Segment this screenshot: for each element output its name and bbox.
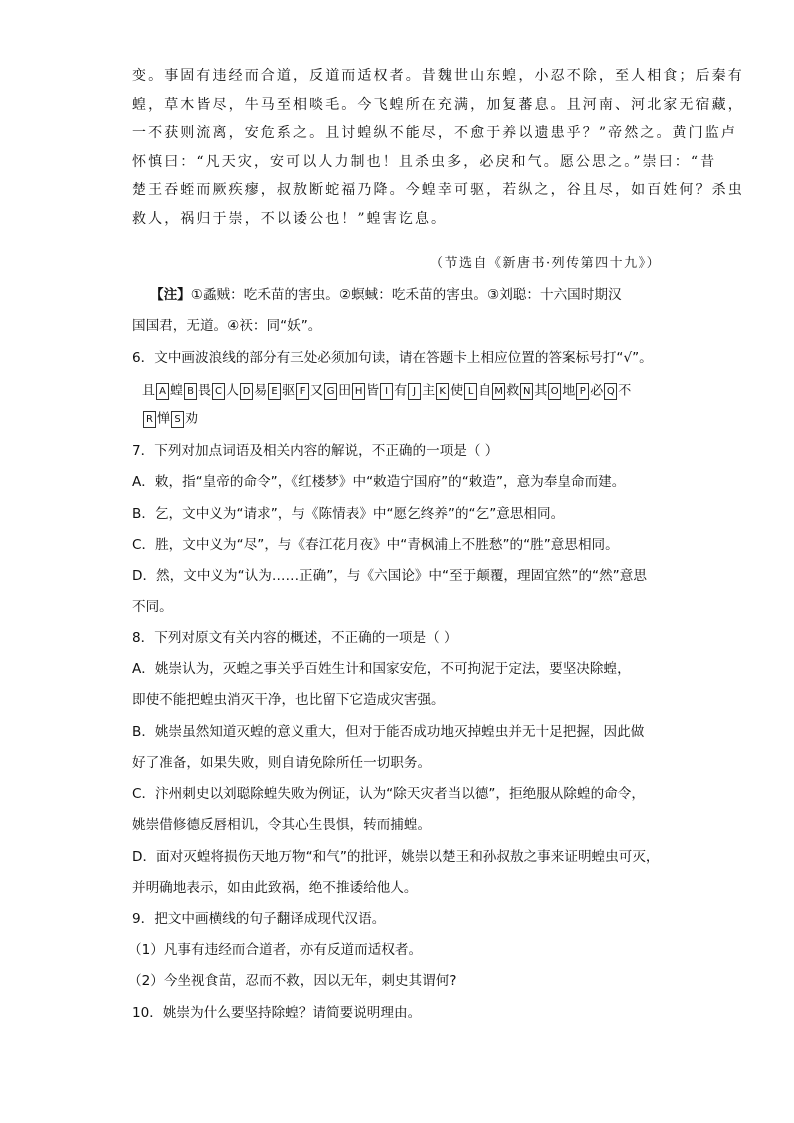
question-8-option-b[interactable]: B．姚崇虽然知道灭蝗的意义重大，但对于能否成功地灭掉蝗虫并无十足把握，因此做 (132, 724, 645, 740)
punctuation-segment (310, 384, 338, 399)
punctuation-row-2 (142, 408, 198, 430)
answer-choice-box[interactable]: O (548, 383, 561, 400)
source-character: 主 (422, 383, 436, 398)
punctuation-segment (142, 384, 170, 399)
punctuation-segment (618, 384, 631, 399)
answer-choice-box[interactable]: A (156, 383, 169, 400)
answer-choice-box[interactable]: R (143, 411, 156, 428)
punctuation-segment (366, 384, 394, 399)
question-8-option-d[interactable]: D．面对灭蝗将损伤天地万物“和气”的批评，姚崇以楚王和孙叔敖之事来证明蝗虫可灭， (132, 849, 660, 865)
punctuation-segment (506, 384, 534, 399)
passage (132, 62, 744, 233)
question-8-option-a[interactable]: A．姚崇认为，灭蝗之事关乎百姓生计和国家安危，不可拘泥于定法，要坚决除蝗， (132, 661, 631, 677)
answer-choice-box[interactable]: F (296, 383, 309, 400)
source-character: 惮 (157, 411, 171, 426)
punctuation-row-1 (142, 380, 631, 402)
answer-choice-box[interactable]: I (380, 383, 393, 400)
passage-line: 变。事固有违经而合道，反道而适权者。昔魏世山东蝗，小忍不除，至人相食；后秦有 (132, 68, 744, 84)
passage-line: 一不获则流离，安危系之。且讨蝗纵不能尽，不愈于养以遗患乎？”帝然之。黄门监卢 (132, 125, 737, 141)
question-7-option-c[interactable]: C．胜，文中义为“尽”，与《春江花月夜》中“青枫浦上不胜愁”的“胜”意思相同。 (132, 537, 619, 553)
answer-choice-box[interactable]: M (492, 383, 505, 400)
question-8-option-a-cont: 即使不能把蝗虫消灭干净，也比留下它造成灾害强。 (132, 692, 445, 708)
source-character: 畏 (198, 383, 212, 398)
punctuation-segment (590, 384, 618, 399)
source-character: 易 (254, 383, 268, 398)
source-character: 田 (338, 383, 352, 398)
punctuation-segment (422, 384, 450, 399)
answer-choice-box[interactable]: N (520, 383, 533, 400)
answer-choice-box[interactable]: K (436, 383, 449, 400)
source-character: 且 (142, 383, 156, 398)
source-character: 有 (394, 383, 408, 398)
punctuation-segment (157, 412, 185, 427)
source-character: 劝 (185, 411, 199, 426)
punctuation-segment (185, 412, 198, 427)
source-citation: （节选自《新唐书·列传第四十九》） (430, 256, 662, 271)
notes-label: 【注】 (150, 287, 191, 303)
answer-choice-box[interactable]: E (268, 383, 281, 400)
question-8-option-c[interactable]: C．汴州刺史以刘聪除蝗失败为例证，认为“除天灾者当以德”，拒绝服从除蝗的命令， (132, 786, 645, 802)
source-character: 地 (562, 383, 576, 398)
question-10-stem: 10．姚崇为什么要坚持除蝗？请简要说明理由。 (132, 1005, 422, 1021)
punctuation-segment (394, 384, 422, 399)
question-8-option-d-cont: 并明确地表示，如由此致祸，绝不推诿给他人。 (132, 880, 418, 896)
notes (150, 284, 622, 306)
answer-choice-box[interactable]: J (408, 383, 421, 400)
punctuation-segment (170, 384, 198, 399)
notes-text: ①蟊贼：吃禾苗的害虫。②螟蜮：吃禾苗的害虫。③刘聪：十六国时期汉 (190, 287, 622, 303)
question-6-stem: 6．文中画波浪线的部分有三处必须加句读，请在答题卡上相应位置的答案标号打“√”。 (132, 350, 653, 366)
source-character: 驱 (282, 383, 296, 398)
punctuation-segment (226, 384, 254, 399)
punctuation-segment (534, 384, 562, 399)
question-7-option-b[interactable]: B．乞，文中义为“请求”，与《陈情表》中“愿乞终养”的“乞”意思相同。 (132, 506, 565, 522)
source-character: 不 (618, 383, 632, 398)
question-8-option-b-cont: 好了准备，如果失败，则自请免除所任一切职务。 (132, 755, 432, 771)
answer-choice-box[interactable]: Q (604, 383, 617, 400)
question-8-stem: 8．下列对原文有关内容的概述，不正确的一项是（ ） (132, 630, 458, 646)
punctuation-segment (254, 384, 282, 399)
passage-line: 楚王吞蛭而厥疾瘳，叔敖断蛇福乃降。今蝗幸可驱，若纵之，谷且尽，如百姓何？杀虫 (132, 182, 744, 198)
answer-choice-box[interactable]: D (240, 383, 253, 400)
passage-line: 怀慎曰：“凡天灾，安可以人力制也！且杀虫多，必戾和气。愿公思之。”崇曰：“昔 (132, 153, 717, 170)
answer-choice-box[interactable]: P (576, 383, 589, 400)
answer-choice-box[interactable]: C (212, 383, 225, 400)
passage-line: 蝗，草木皆尽，牛马至相啖毛。今飞蝗所在充满，加复蕃息。且河南、河北家无宿藏， (132, 96, 744, 113)
answer-choice-box[interactable]: S (171, 411, 184, 428)
question-8-option-c-cont: 姚崇借修德反唇相讥，令其心生畏惧，转而捕蝗。 (132, 817, 432, 833)
answer-choice-box[interactable]: L (464, 383, 477, 400)
question-9-stem: 9．把文中画横线的句子翻译成现代汉语。 (132, 911, 386, 927)
answer-choice-box[interactable]: G (324, 383, 337, 400)
source-character: 皆 (366, 383, 380, 398)
source-character: 自 (478, 383, 492, 398)
punctuation-segment (142, 412, 157, 427)
source-character: 其 (534, 383, 548, 398)
question-7-option-d[interactable]: D．然，文中义为“认为……正确”，与《六国论》中“至于颠覆，理固宜然”的“然”意思 (132, 568, 647, 584)
source-character: 必 (590, 383, 604, 398)
source-character: 使 (450, 383, 464, 398)
question-7-stem: 7．下列对加点词语及相关内容的解说，不正确的一项是（ ） (132, 443, 499, 459)
answer-choice-box[interactable]: B (184, 383, 197, 400)
question-7-option-d-cont: 不同。 (132, 599, 173, 615)
punctuation-segment (198, 384, 226, 399)
punctuation-segment (478, 384, 506, 399)
answer-choice-box[interactable]: H (352, 383, 365, 400)
punctuation-segment (282, 384, 310, 399)
notes-continued: 国国君，无道。④祆：同“妖”。 (132, 318, 322, 334)
question-9-sentence-1: （1）凡事有违经而合道者，亦有反道而适权者。 (128, 942, 423, 958)
passage-line: 救人，祸归于崇，不以诿公也！”蝗害讫息。 (132, 210, 448, 227)
source-character: 人 (226, 383, 240, 398)
punctuation-segment (450, 384, 478, 399)
question-7-option-a[interactable]: A．敕，指“皇帝的命令”，《红楼梦》中“敕造宁国府”的“敕造”，意为奉皇命而建。 (132, 474, 626, 490)
punctuation-segment (338, 384, 366, 399)
source-character: 蝗 (170, 383, 184, 398)
source-character: 又 (310, 383, 324, 398)
punctuation-segment (562, 384, 590, 399)
source-character: 救 (506, 383, 520, 398)
question-9-sentence-2: （2）今坐视食苗，忍而不救，因以无年，刺史其谓何? (128, 973, 457, 989)
